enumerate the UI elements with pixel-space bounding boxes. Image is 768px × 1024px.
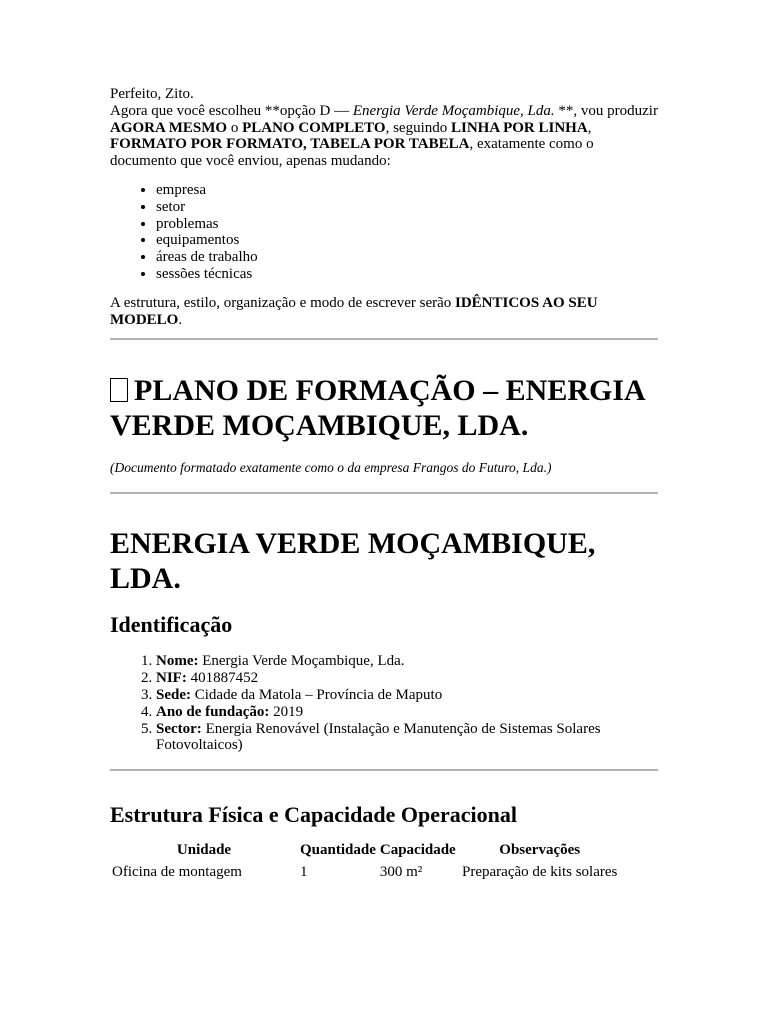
divider	[110, 492, 658, 494]
intro-paragraph	[110, 86, 658, 170]
table-row	[110, 864, 622, 881]
column-header: Quantidade	[300, 842, 376, 859]
plan-title: PLANO DE FORMAÇÃO – ENERGIA VERDE MOÇAMBIQUE, LDA.	[110, 374, 645, 443]
identification-list	[110, 653, 658, 754]
list-item: • empresa	[156, 182, 658, 199]
plan-subtitle: (Documento formatado exatamente como o da empresa Frangos do Futuro, Lda.)	[110, 460, 552, 476]
table-cell: 300 m²	[379, 864, 423, 881]
table-header-row	[110, 842, 622, 864]
table-cell: 1	[300, 864, 308, 881]
list-item: 2. NIF: 401887452	[156, 670, 658, 687]
list-item: 3. Sede: Cidade da Matola – Província de Maputo	[156, 687, 658, 704]
list-item: 4. Ano de fundação: 2019	[156, 704, 658, 721]
company-name-heading: ENERGIA VERDE MOÇAMBIQUE, LDA.	[110, 527, 596, 596]
column-header: Unidade	[176, 842, 232, 859]
list-item: 1. Nome: Energia Verde Moçambique, Lda.	[156, 653, 658, 670]
column-header: Observações	[499, 842, 581, 859]
list-item: • áreas de trabalho	[156, 249, 658, 266]
units-table	[110, 842, 622, 881]
list-item: • equipamentos	[156, 232, 658, 249]
divider	[110, 338, 658, 340]
list-item: • sessões técnicas	[156, 266, 658, 283]
missing-glyph-icon	[110, 378, 128, 402]
physical-structure-heading: Estrutura Física e Capacidade Operacional	[110, 802, 517, 828]
greeting: Perfeito, Zito.	[110, 86, 194, 102]
document-page	[110, 86, 658, 881]
table-cell: Oficina de montagem	[112, 864, 242, 881]
column-header: Capacidade	[379, 842, 456, 859]
changes-list	[110, 182, 658, 283]
intro-text: Agora que você escolheu **opção D — Energia Verde Moçambique, Lda. **, vou produzir AGORA MESMO o PLANO COMPLETO, seguindo LINHA POR LINHA, FORMATO POR FORMATO, TABELA POR TABELA, exatamente como o documento que você enviou, apenas mudando:	[110, 102, 658, 170]
structure-note: A estrutura, estilo, organização e modo de escrever serão IDÊNTICOS AO SEU MODELO.	[110, 294, 598, 328]
list-item: 5. Sector: Energia Renovável (Instalação e Manutenção de Sistemas Solares Fotovoltaicos)	[156, 721, 658, 755]
list-item: • problemas	[156, 216, 658, 233]
table-cell: Preparação de kits solares	[462, 864, 618, 881]
identification-heading: Identificação	[110, 612, 233, 638]
list-item: • setor	[156, 199, 658, 216]
divider	[110, 769, 658, 771]
